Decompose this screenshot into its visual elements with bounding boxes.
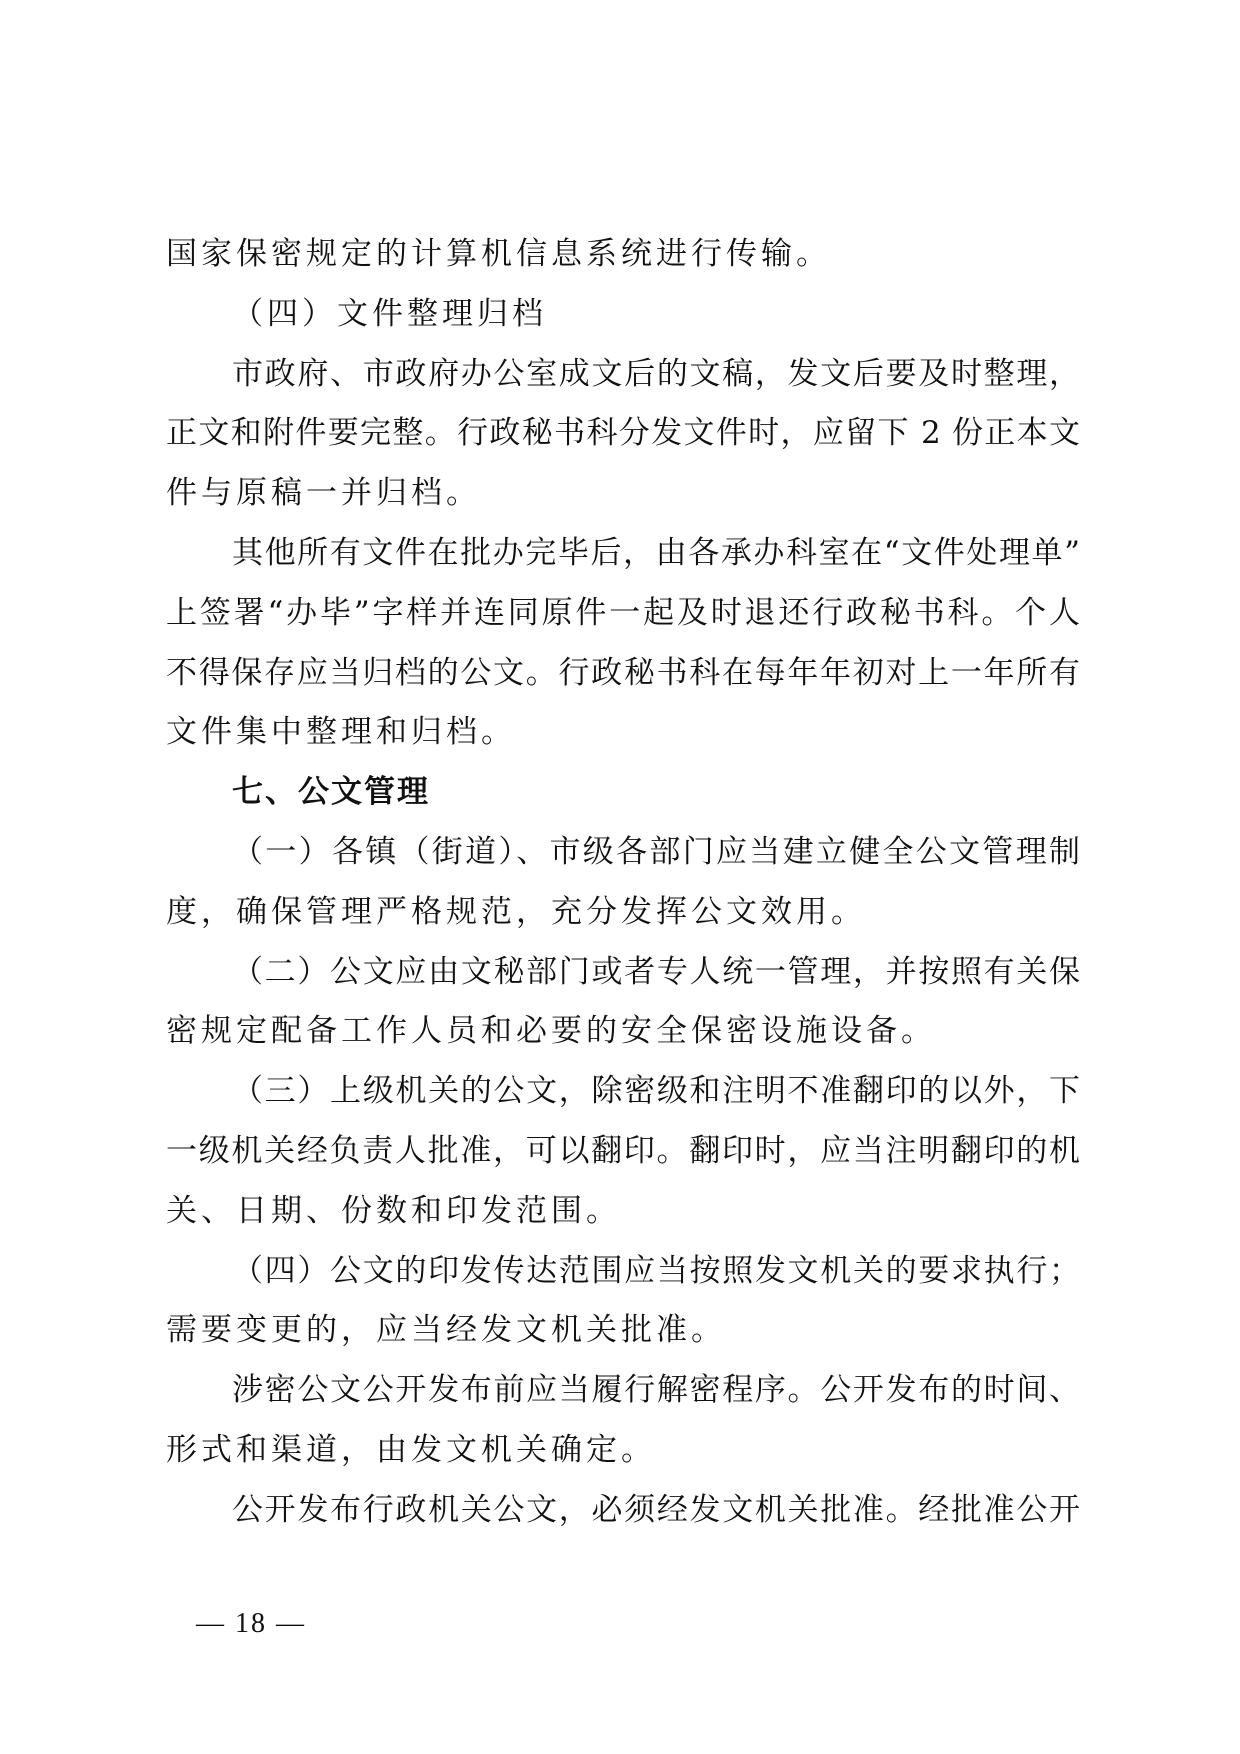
text-line: （二）公文应由文秘部门或者专人统一管理，并按照有关保 bbox=[232, 953, 1080, 990]
text-line: 需要变更的，应当经发文机关批准。 bbox=[166, 1312, 726, 1349]
text-line: 一级机关经负责人批准，可以翻印。翻印时，应当注明翻印的机 bbox=[166, 1132, 1080, 1169]
text-line: 不得保存应当归档的公文。行政秘书科在每年年初对上一年所有 bbox=[166, 654, 1080, 691]
text-line: （一）各镇（街道）、市级各部门应当建立健全公文管理制 bbox=[232, 833, 1080, 870]
text-line: 国家保密规定的计算机信息系统进行传输。 bbox=[166, 236, 831, 272]
text-line: 度，确保管理严格规范，充分发挥公文效用。 bbox=[166, 893, 866, 930]
text-line: 关、日期、份数和印发范围。 bbox=[166, 1192, 621, 1229]
text-line: 其他所有文件在批办完毕后，由各承办科室在“文件处理单” bbox=[232, 534, 1080, 571]
page-number: — 18 — bbox=[196, 1608, 306, 1639]
text-line: 上签署“办毕”字样并连同原件一起及时退还行政秘书科。个人 bbox=[166, 594, 1080, 631]
text-line: 正文和附件要完整。行政秘书科分发文件时，应留下 2 份正本文 bbox=[166, 415, 1080, 452]
text-line: 形式和渠道，由发文机关确定。 bbox=[166, 1431, 656, 1468]
text-line: 市政府、市政府办公室成文后的文稿，发文后要及时整理， bbox=[232, 355, 1080, 392]
text-line: 公开发布行政机关公文，必须经发文机关批准。经批准公开 bbox=[232, 1491, 1080, 1528]
text-line: 密规定配备工作人员和必要的安全保密设施设备。 bbox=[166, 1013, 936, 1050]
text-line: （四）公文的印发传达范围应当按照发文机关的要求执行； bbox=[232, 1252, 1080, 1289]
text-line: （三）上级机关的公文，除密级和注明不准翻印的以外，下 bbox=[232, 1073, 1080, 1110]
text-line: 件与原稿一并归档。 bbox=[166, 475, 481, 512]
text-line: 文件集中整理和归档。 bbox=[166, 714, 516, 751]
section-heading: （四）文件整理归档 bbox=[232, 295, 547, 332]
body-text bbox=[166, 225, 1080, 1541]
chapter-heading: 七、公文管理 bbox=[232, 774, 430, 811]
text-line: 涉密公文公开发布前应当履行解密程序。公开发布的时间、 bbox=[232, 1372, 1080, 1409]
